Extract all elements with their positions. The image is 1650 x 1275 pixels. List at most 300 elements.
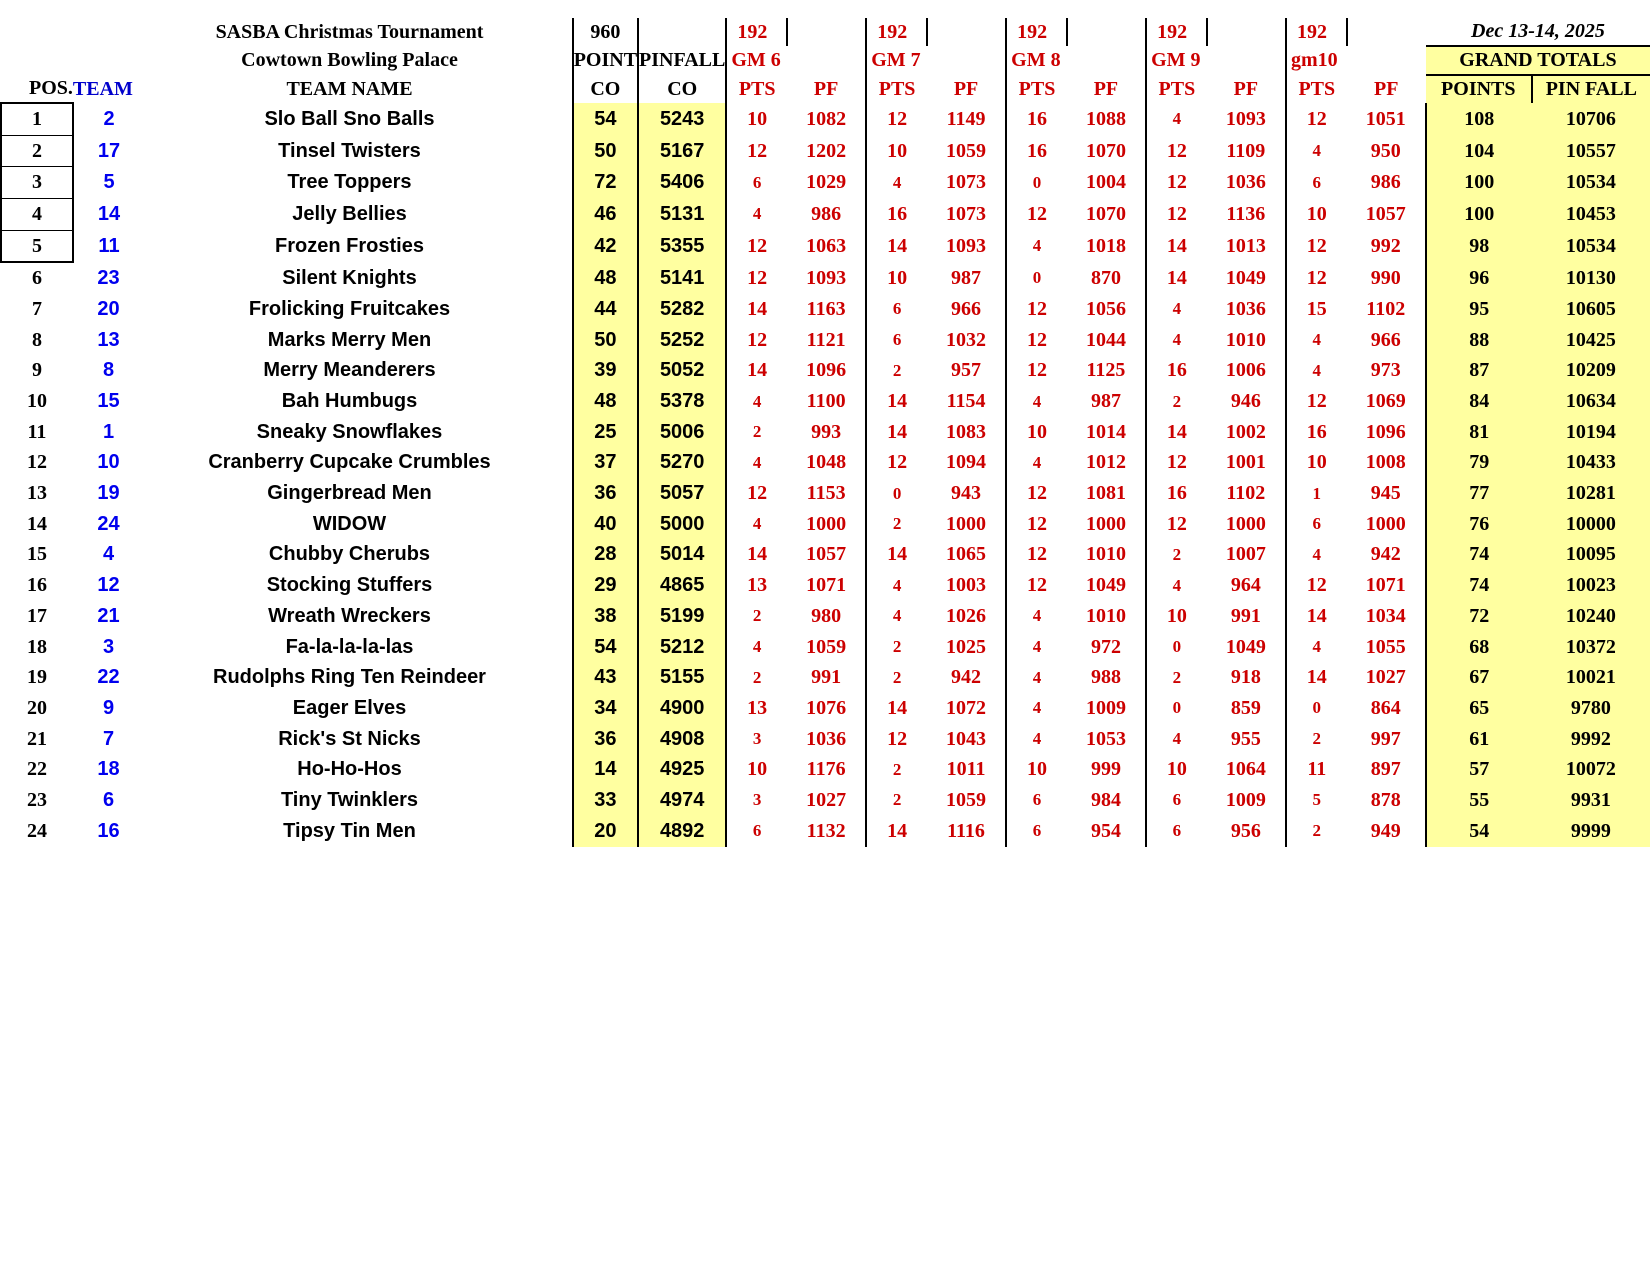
row-game7-points: 10 [866, 262, 927, 294]
row-team-name: Slo Ball Sno Balls [264, 107, 435, 130]
row-game6-pinfall: 986 [811, 202, 842, 225]
row-game7-pinfall: 1026 [946, 604, 987, 627]
row-game8-points: 4 [1006, 386, 1067, 417]
row-team-number: 13 [97, 328, 120, 351]
row-game10-points: 5 [1286, 785, 1347, 816]
row-game9-points: 14 [1146, 230, 1207, 262]
table-row [1, 601, 1650, 632]
row-game6-points: 4 [726, 448, 787, 479]
row-game6-pinfall: 1121 [806, 328, 846, 351]
row-total-pinfall: 9931 [1532, 785, 1650, 816]
row-team-name: Bah Humbugs [281, 390, 418, 413]
row-game8-pinfall: 1053 [1085, 727, 1126, 750]
row-game7-pinfall: 1072 [946, 696, 987, 719]
row-carryover-points: 40 [573, 509, 638, 540]
row-total-points: 100 [1426, 167, 1532, 199]
row-total-pinfall: 10023 [1532, 570, 1650, 601]
row-game9-pinfall: 1036 [1225, 171, 1266, 194]
row-game7-pinfall: 1093 [946, 234, 987, 257]
row-game10-pinfall: 1069 [1365, 390, 1406, 413]
row-game7-points: 16 [866, 199, 927, 231]
venue-name: Cowtown Bowling Palace [241, 49, 458, 71]
header-row-labels [1, 46, 1650, 75]
row-game10-points: 4 [1286, 356, 1347, 387]
row-game10-points: 6 [1286, 509, 1347, 540]
row-game7-pinfall: 942 [951, 666, 982, 689]
row-carryover-points: 34 [573, 693, 638, 724]
row-game7-pinfall: 1011 [946, 758, 986, 781]
row-game10-pinfall: 1027 [1365, 666, 1406, 689]
row-game10-pinfall: 992 [1370, 234, 1401, 257]
row-game6-points: 4 [726, 199, 787, 231]
row-game8-points: 12 [1006, 325, 1067, 356]
row-team-name: Tinsel Twisters [278, 139, 421, 162]
row-position: 14 [26, 512, 47, 535]
row-total-pinfall: 10557 [1532, 135, 1650, 167]
table-row [1, 262, 1650, 294]
game10-pf-sub: PF [1374, 77, 1399, 100]
row-total-pinfall: 10021 [1532, 662, 1650, 693]
row-game10-pinfall: 949 [1370, 819, 1401, 842]
row-team-number: 4 [102, 543, 115, 566]
row-game7-pinfall: 943 [951, 482, 982, 505]
row-position: 7 [31, 297, 42, 320]
row-carryover-points: 50 [573, 135, 638, 167]
row-carryover-points: 48 [573, 386, 638, 417]
row-total-pinfall: 10634 [1532, 386, 1650, 417]
row-game8-points: 10 [1006, 754, 1067, 785]
row-gap [555, 478, 573, 509]
row-game7-points: 12 [866, 448, 927, 479]
row-game10-pinfall: 1057 [1365, 202, 1406, 225]
row-game10-pinfall: 1008 [1365, 451, 1406, 474]
row-position: 24 [26, 819, 47, 842]
row-game6-pinfall: 1076 [806, 696, 847, 719]
row-game9-pinfall: 1049 [1225, 266, 1266, 289]
row-game7-pinfall: 1059 [946, 139, 987, 162]
row-game8-points: 12 [1006, 509, 1067, 540]
row-team-number: 19 [97, 482, 120, 505]
row-game8-points: 10 [1006, 417, 1067, 448]
row-game6-points: 14 [726, 356, 787, 387]
row-position: 12 [26, 451, 47, 474]
row-game7-pinfall: 1073 [946, 171, 987, 194]
row-team-number: 21 [97, 604, 120, 627]
row-carryover-points: 48 [573, 262, 638, 294]
row-team-number: 14 [97, 202, 121, 225]
row-carryover-pinfall: 5406 [638, 167, 726, 199]
row-game6-points: 13 [726, 570, 787, 601]
row-team-name: Chubby Cherubs [268, 543, 431, 566]
row-game7-points: 4 [866, 167, 927, 199]
row-game9-points: 14 [1146, 417, 1207, 448]
row-game8-pinfall: 1088 [1085, 107, 1126, 130]
row-game8-pinfall: 1018 [1085, 234, 1126, 257]
row-game7-points: 14 [866, 386, 927, 417]
row-game9-pinfall: 1036 [1225, 297, 1266, 320]
row-team-number: 3 [102, 635, 115, 658]
row-game6-pinfall: 1063 [806, 234, 847, 257]
row-game8-pinfall: 1012 [1085, 451, 1126, 474]
row-total-points: 96 [1426, 262, 1532, 294]
row-total-pinfall: 10534 [1532, 167, 1650, 199]
row-gap [555, 785, 573, 816]
row-game6-pinfall: 1057 [806, 543, 847, 566]
row-game6-points: 12 [726, 262, 787, 294]
row-total-pinfall: 10194 [1532, 417, 1650, 448]
row-game6-points: 3 [726, 785, 787, 816]
row-team-name: Wreath Wreckers [268, 604, 431, 627]
row-carryover-points: 29 [573, 570, 638, 601]
row-carryover-pinfall: 5282 [638, 294, 726, 325]
row-game10-points: 4 [1286, 325, 1347, 356]
row-game10-pinfall: 945 [1370, 482, 1401, 505]
row-total-points: 100 [1426, 199, 1532, 231]
row-game7-points: 10 [866, 135, 927, 167]
row-gap [555, 294, 573, 325]
table-row [1, 662, 1650, 693]
row-game7-points: 6 [866, 325, 927, 356]
row-game8-pinfall: 1070 [1085, 202, 1126, 225]
row-gap [555, 693, 573, 724]
row-total-points: 67 [1426, 662, 1532, 693]
row-carryover-pinfall: 4925 [638, 754, 726, 785]
row-game9-points: 4 [1146, 294, 1207, 325]
row-game6-pinfall: 1176 [806, 758, 846, 781]
row-total-pinfall: 10433 [1532, 448, 1650, 479]
row-total-pinfall: 9992 [1532, 724, 1650, 755]
game7-max: 192 [866, 18, 927, 46]
row-position: 4 [1, 199, 73, 231]
row-team-number: 18 [97, 758, 120, 781]
row-game9-pinfall: 1013 [1225, 234, 1266, 257]
row-game8-pinfall: 1010 [1085, 604, 1126, 627]
row-game8-pinfall: 987 [1090, 390, 1121, 413]
row-gap [555, 417, 573, 448]
blank [787, 18, 866, 46]
standings-table [0, 18, 1650, 847]
row-game10-points: 1 [1286, 478, 1347, 509]
row-carryover-pinfall: 5052 [638, 356, 726, 387]
blank [555, 18, 573, 46]
row-total-points: 87 [1426, 356, 1532, 387]
row-total-points: 81 [1426, 417, 1532, 448]
grand-points-header: POINTS [1426, 75, 1532, 103]
row-game9-pinfall: 1000 [1225, 512, 1266, 535]
row-position: 8 [31, 328, 42, 351]
row-game7-pinfall: 1032 [946, 328, 987, 351]
row-position: 19 [26, 666, 47, 689]
row-position: 1 [1, 103, 73, 135]
row-game6-pinfall: 1202 [806, 139, 847, 162]
row-team-name: Fa-la-la-la-las [285, 635, 414, 658]
row-total-pinfall: 10534 [1532, 230, 1650, 262]
row-game6-pinfall: 1153 [806, 482, 846, 505]
game10-max: 192 [1286, 18, 1347, 46]
row-carryover-points: 36 [573, 478, 638, 509]
row-game6-pinfall: 1132 [806, 819, 846, 842]
table-row [1, 448, 1650, 479]
row-total-points: 79 [1426, 448, 1532, 479]
row-game10-points: 0 [1286, 693, 1347, 724]
row-position: 13 [26, 482, 47, 505]
row-carryover-points: 39 [573, 356, 638, 387]
row-game9-points: 12 [1146, 167, 1207, 199]
row-total-points: 54 [1426, 816, 1532, 847]
row-game6-points: 6 [726, 816, 787, 847]
row-game9-pinfall: 1109 [1226, 139, 1266, 162]
row-game8-points: 12 [1006, 294, 1067, 325]
blank [1, 18, 73, 46]
row-game8-pinfall: 1014 [1085, 420, 1126, 443]
row-carryover-pinfall: 5199 [638, 601, 726, 632]
row-game10-pinfall: 1071 [1365, 574, 1406, 597]
row-game9-points: 4 [1146, 570, 1207, 601]
row-game7-points: 2 [866, 356, 927, 387]
row-team-name: Rudolphs Ring Ten Reindeer [213, 666, 486, 689]
game10-pts-sub: PTS [1286, 75, 1347, 103]
row-carryover-points: 25 [573, 417, 638, 448]
row-game9-pinfall: 1136 [1226, 202, 1266, 225]
row-total-points: 55 [1426, 785, 1532, 816]
row-position: 2 [1, 135, 73, 167]
row-game6-pinfall: 1093 [806, 266, 847, 289]
game9-pts-sub: PTS [1146, 75, 1207, 103]
row-game6-pinfall: 1096 [806, 359, 847, 382]
row-carryover-pinfall: 4900 [638, 693, 726, 724]
row-game9-pinfall: 1006 [1225, 359, 1266, 382]
row-game8-pinfall: 999 [1090, 758, 1121, 781]
row-game9-points: 2 [1146, 386, 1207, 417]
table-row [1, 540, 1650, 571]
row-game8-points: 16 [1006, 103, 1067, 135]
row-game8-pinfall: 1049 [1085, 574, 1126, 597]
row-game9-pinfall: 946 [1230, 390, 1261, 413]
row-game10-points: 14 [1286, 601, 1347, 632]
row-total-points: 95 [1426, 294, 1532, 325]
row-game8-pinfall: 1070 [1085, 139, 1126, 162]
row-team-number: 16 [97, 819, 120, 842]
row-carryover-pinfall: 4892 [638, 816, 726, 847]
row-carryover-pinfall: 4908 [638, 724, 726, 755]
header-row-subcolumns [1, 75, 1650, 103]
row-game6-pinfall: 1027 [806, 788, 847, 811]
row-game10-pinfall: 878 [1370, 788, 1401, 811]
row-gap [555, 509, 573, 540]
game9-label: GM 9 [1146, 46, 1286, 75]
game8-pts-sub: PTS [1006, 75, 1067, 103]
row-game8-pinfall: 1044 [1085, 328, 1126, 351]
row-carryover-points: 14 [573, 754, 638, 785]
row-game10-pinfall: 990 [1370, 266, 1401, 289]
row-game7-pinfall: 1065 [946, 543, 987, 566]
row-team-number: 20 [97, 297, 120, 320]
row-team-number: 12 [97, 574, 120, 597]
row-total-pinfall: 10240 [1532, 601, 1650, 632]
game9-pf-sub: PF [1233, 77, 1259, 100]
row-game8-points: 0 [1006, 167, 1067, 199]
row-team-name: Sneaky Snowflakes [256, 420, 443, 443]
row-game9-points: 4 [1146, 325, 1207, 356]
row-team-number: 11 [98, 234, 120, 257]
row-total-points: 88 [1426, 325, 1532, 356]
row-gap [555, 632, 573, 663]
row-team-number: 17 [97, 139, 121, 162]
row-game8-points: 12 [1006, 570, 1067, 601]
row-game6-points: 14 [726, 294, 787, 325]
row-game9-pinfall: 1002 [1225, 420, 1266, 443]
row-gap [555, 262, 573, 294]
row-game8-points: 12 [1006, 199, 1067, 231]
row-game10-pinfall: 897 [1370, 758, 1401, 781]
row-game7-pinfall: 987 [951, 266, 982, 289]
row-gap [555, 386, 573, 417]
grand-pinfall-header: PIN FALL [1532, 75, 1650, 103]
row-carryover-points: 43 [573, 662, 638, 693]
row-gap [555, 167, 573, 199]
row-carryover-points: 72 [573, 167, 638, 199]
row-game10-points: 4 [1286, 632, 1347, 663]
table-row [1, 294, 1650, 325]
row-team-name: Ho-Ho-Hos [297, 758, 402, 781]
row-game10-points: 12 [1286, 262, 1347, 294]
row-position: 3 [1, 167, 73, 199]
row-team-number: 10 [97, 451, 120, 474]
row-game6-points: 12 [726, 135, 787, 167]
row-game6-points: 12 [726, 230, 787, 262]
row-game6-points: 10 [726, 103, 787, 135]
blank [1067, 18, 1146, 46]
row-position: 11 [27, 420, 47, 443]
row-game10-points: 12 [1286, 570, 1347, 601]
row-game10-pinfall: 1055 [1365, 635, 1406, 658]
row-gap [555, 199, 573, 231]
row-game7-points: 2 [866, 662, 927, 693]
row-carryover-pinfall: 5378 [638, 386, 726, 417]
row-game8-pinfall: 1000 [1085, 512, 1126, 535]
grand-totals-label: GRAND TOTALS [1426, 46, 1650, 75]
blank [927, 18, 1006, 46]
row-game9-points: 0 [1146, 632, 1207, 663]
row-game9-points: 6 [1146, 816, 1207, 847]
blank [638, 18, 726, 46]
row-game7-points: 14 [866, 417, 927, 448]
row-total-points: 65 [1426, 693, 1532, 724]
row-team-name: Merry Meanderers [263, 359, 436, 382]
row-game10-points: 4 [1286, 540, 1347, 571]
row-total-points: 74 [1426, 540, 1532, 571]
row-game6-pinfall: 1029 [806, 171, 847, 194]
row-position: 6 [31, 267, 42, 290]
row-game9-pinfall: 956 [1230, 819, 1261, 842]
row-carryover-points: 36 [573, 724, 638, 755]
row-game8-points: 4 [1006, 632, 1067, 663]
row-game6-pinfall: 1000 [806, 512, 847, 535]
game7-pts-sub: PTS [866, 75, 927, 103]
table-row [1, 570, 1650, 601]
row-game9-points: 4 [1146, 724, 1207, 755]
row-game8-points: 4 [1006, 448, 1067, 479]
row-game10-pinfall: 942 [1370, 543, 1401, 566]
row-game6-points: 10 [726, 754, 787, 785]
row-gap [555, 662, 573, 693]
row-total-points: 77 [1426, 478, 1532, 509]
row-carryover-pinfall: 5141 [638, 262, 726, 294]
row-carryover-pinfall: 5155 [638, 662, 726, 693]
team-name-column-header: TEAM NAME [286, 77, 413, 100]
row-game9-pinfall: 1009 [1225, 788, 1266, 811]
carryover-pinfall-label: PINFALL [638, 46, 726, 75]
row-game7-points: 0 [866, 478, 927, 509]
row-team-number: 2 [103, 107, 115, 130]
row-gap [555, 540, 573, 571]
carryover-pinfall-sub: CO [638, 75, 726, 103]
table-row [1, 325, 1650, 356]
row-game9-pinfall: 1007 [1225, 543, 1266, 566]
row-total-pinfall: 10095 [1532, 540, 1650, 571]
row-team-number: 6 [102, 788, 115, 811]
row-position: 9 [31, 359, 42, 382]
row-team-number: 8 [102, 359, 115, 382]
row-game9-pinfall: 918 [1230, 666, 1261, 689]
row-game9-points: 10 [1146, 754, 1207, 785]
row-game6-pinfall: 1082 [806, 107, 847, 130]
row-game9-pinfall: 1102 [1226, 482, 1266, 505]
row-total-points: 72 [1426, 601, 1532, 632]
row-game7-points: 14 [866, 693, 927, 724]
row-game10-points: 10 [1286, 448, 1347, 479]
row-team-name: Rick's St Nicks [278, 727, 421, 750]
row-game9-pinfall: 955 [1230, 727, 1261, 750]
row-gap [555, 754, 573, 785]
row-game8-pinfall: 988 [1090, 666, 1121, 689]
tournament-date: Dec 13-14, 2025 [1471, 20, 1605, 42]
blank [1, 46, 73, 75]
table-row [1, 693, 1650, 724]
row-game7-pinfall: 966 [951, 297, 982, 320]
row-game9-points: 16 [1146, 478, 1207, 509]
game7-label: GM 7 [866, 46, 1006, 75]
row-position: 5 [1, 230, 73, 262]
row-game10-pinfall: 1096 [1365, 420, 1406, 443]
row-game8-pinfall: 870 [1090, 266, 1121, 289]
row-position: 16 [26, 574, 47, 597]
row-game6-pinfall: 1059 [806, 635, 847, 658]
row-game10-pinfall: 864 [1370, 696, 1401, 719]
row-game8-points: 12 [1006, 540, 1067, 571]
blank [555, 75, 573, 103]
row-team-name: Cranberry Cupcake Crumbles [208, 451, 491, 474]
row-game7-points: 4 [866, 570, 927, 601]
row-game9-pinfall: 859 [1230, 696, 1261, 719]
row-carryover-pinfall: 5131 [638, 199, 726, 231]
row-game8-pinfall: 1056 [1085, 297, 1126, 320]
row-position: 23 [26, 788, 47, 811]
row-game7-points: 2 [866, 785, 927, 816]
row-carryover-points: 42 [573, 230, 638, 262]
row-game6-points: 3 [726, 724, 787, 755]
row-total-points: 104 [1426, 135, 1532, 167]
row-total-pinfall: 10706 [1532, 103, 1650, 135]
row-total-pinfall: 10000 [1532, 509, 1650, 540]
carryover-points-sub: CO [573, 75, 638, 103]
game6-pts-sub: PTS [726, 75, 787, 103]
row-game6-points: 14 [726, 540, 787, 571]
row-game10-pinfall: 1102 [1366, 297, 1406, 320]
carryover-max-points: 960 [573, 18, 638, 46]
row-team-name: Gingerbread Men [267, 482, 432, 505]
row-total-pinfall: 10425 [1532, 325, 1650, 356]
